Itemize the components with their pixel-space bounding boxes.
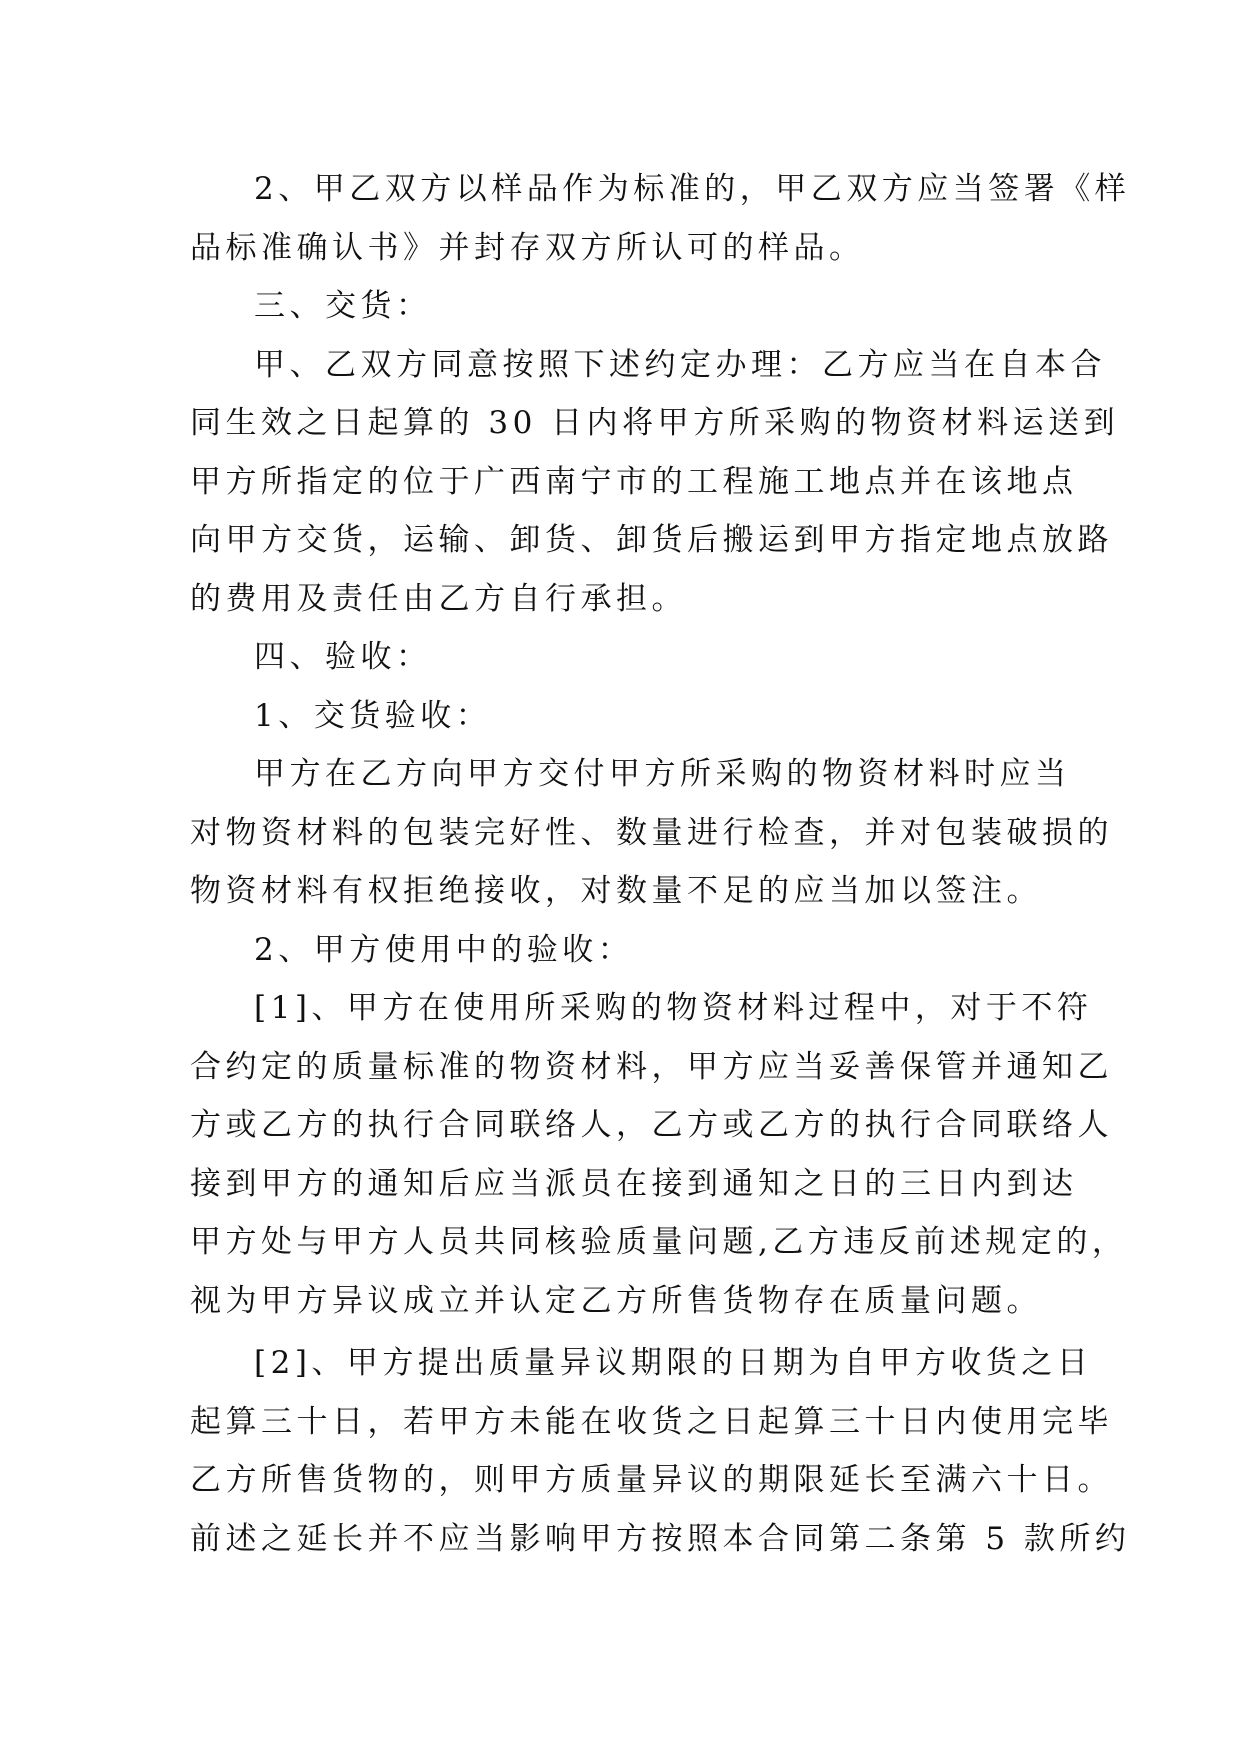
paragraph-line: [2]、甲方提出质量异议期限的日期为自甲方收货之日 xyxy=(254,1345,1093,1381)
paragraph-line: 方或乙方的执行合同联络人，乙方或乙方的执行合同联络人 xyxy=(190,1107,1113,1143)
paragraph-line: 品标准确认书》并封存双方所认可的样品。 xyxy=(190,229,865,266)
section-heading: 四、验收： xyxy=(254,639,432,675)
section-heading: 三、交货： xyxy=(254,288,432,324)
paragraph-line: 对物资材料的包装完好性、数量进行检查，并对包装破损的 xyxy=(190,814,1113,851)
document-body xyxy=(190,160,1131,1568)
paragraph-line: 同生效之日起算的 30 日内将甲方所采购的物资材料运送到 xyxy=(190,405,1120,441)
paragraph-line: 的费用及责任由乙方自行承担。 xyxy=(190,580,687,617)
subsection-heading: 1、交货验收： xyxy=(254,697,492,734)
paragraph-line: 物资材料有权拒绝接收，对数量不足的应当加以签注。 xyxy=(190,873,1042,909)
paragraph-line: 视为甲方异议成立并认定乙方所售货物存在质量问题。 xyxy=(190,1282,1042,1319)
paragraph-line: [1]、甲方在使用所采购的物资材料过程中，对于不符 xyxy=(254,990,1093,1026)
subsection-heading: 2、甲方使用中的验收： xyxy=(254,931,634,968)
paragraph-line: 向甲方交货，运输、卸货、卸货后搬运到甲方指定地点放路 xyxy=(190,522,1113,558)
paragraph-line: 2、甲乙双方以样品作为标准的，甲乙双方应当签署《样 xyxy=(254,171,1131,207)
paragraph-line: 前述之延长并不应当影响甲方按照本合同第二条第 5 款所约 xyxy=(190,1520,1131,1557)
paragraph-line: 甲方处与甲方人员共同核验质量问题,乙方违反前述规定的， xyxy=(190,1224,1128,1260)
paragraph-line: 乙方所售货物的，则甲方质量异议的期限延长至满六十日。 xyxy=(190,1462,1113,1498)
paragraph-line: 接到甲方的通知后应当派员在接到通知之日的三日内到达 xyxy=(190,1165,1078,1202)
paragraph-line: 甲方所指定的位于广西南宁市的工程施工地点并在该地点 xyxy=(190,463,1078,500)
paragraph-line: 起算三十日，若甲方未能在收货之日起算三十日内使用完毕 xyxy=(190,1403,1113,1440)
paragraph-line: 甲方在乙方向甲方交付甲方所采购的物资材料时应当 xyxy=(254,756,1071,792)
paragraph-line: 甲、乙双方同意按照下述约定办理：乙方应当在自本合 xyxy=(254,346,1106,383)
paragraph-line: 合约定的质量标准的物资材料，甲方应当妥善保管并通知乙 xyxy=(190,1048,1113,1085)
